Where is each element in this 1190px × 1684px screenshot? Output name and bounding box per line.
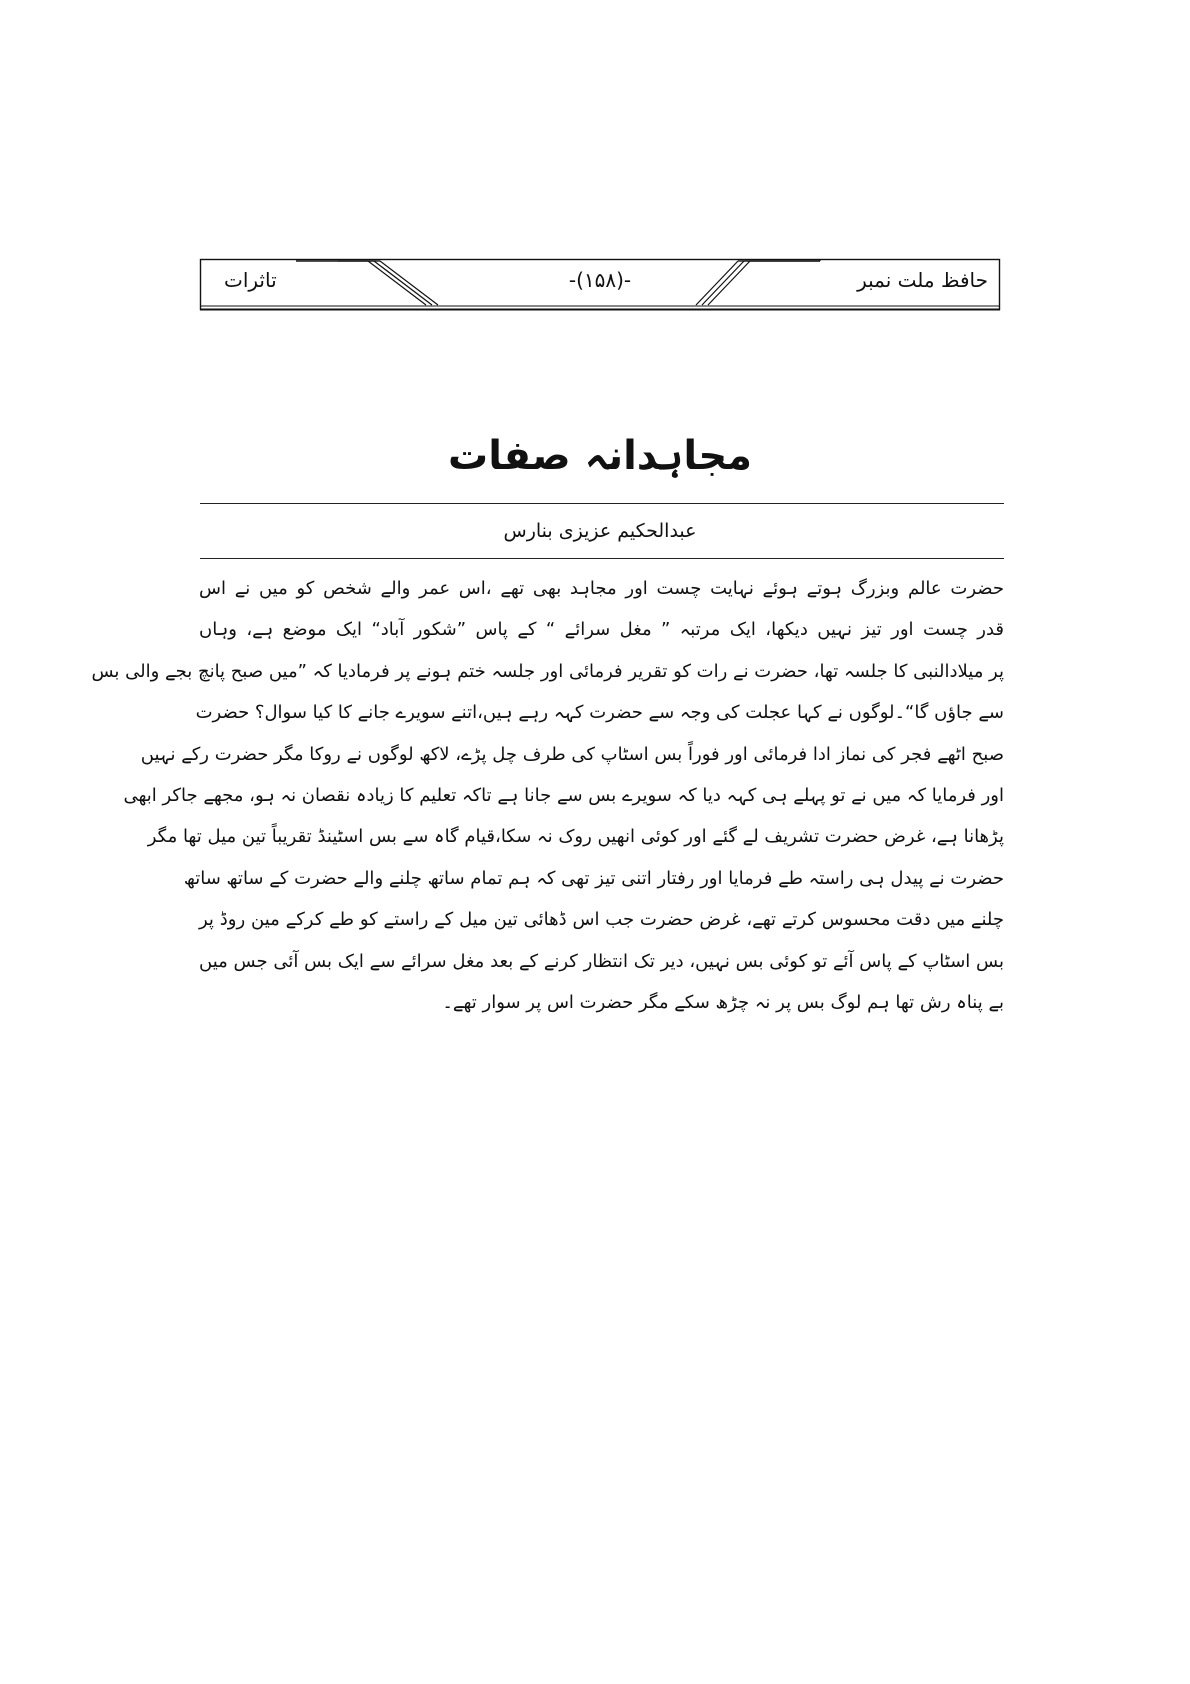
article-title: مجاہدانہ صفات	[448, 433, 752, 479]
body-line: پڑھانا ہے، غرض حضرت تشریف لے گئے اور کوئی انھیں روک نہ سکا،قیام گاہ سے بس اسٹینڈ تقریباً تین میل تھا مگر	[147, 826, 1004, 848]
body-line: اور فرمایا کہ میں نے تو پہلے ہی کہہ دیا کہ سویرے بس سے جانا ہے تاکہ تعلیم کا زیادہ نقصان نہ ہو، مجھے جاکر ابھی	[123, 784, 1004, 806]
body-line: حضرت نے پیدل ہی راستہ طے فرمایا اور رفتار اتنی تیز تھی کہ ہم تمام ساتھ چلنے والے حضرت کے ساتھ ساتھ	[183, 867, 1004, 889]
title-divider-top	[200, 503, 1004, 504]
body-line: چلنے میں دقت محسوس کرتے تھے، غرض حضرت جب اس ڈھائی تین میل کے راستے کو طے کرکے مین روڈ پر	[199, 909, 1004, 931]
title-divider-bottom	[200, 558, 1004, 559]
running-header	[200, 259, 1000, 311]
body-line: بس اسٹاپ کے پاس آئے تو کوئی بس نہیں، دیر تک انتظار کرنے کے بعد مغل سرائے سے ایک بس آئی جس میں	[199, 950, 1004, 972]
body-line: سے جاؤں گا“۔لوگوں نے کہا عجلت کی وجہ سے حضرت کہہ رہے ہیں،اتنے سویرے جانے کا کیا سوال؟ حضرت	[195, 702, 1004, 724]
article-body	[91, 568, 1004, 1023]
body-line: بے پناہ رش تھا ہم لوگ بس پر نہ چڑھ سکے مگر حضرت اس پر سوار تھے۔	[442, 991, 1004, 1013]
author-name: عبدالحکیم عزیزی بنارس	[503, 520, 697, 542]
header-book-title: حافظ ملت نمبر	[857, 268, 988, 292]
body-line: قدر چست اور تیز نہیں دیکھا، ایک مرتبہ ” مغل سرائے “ کے پاس ”شکور آباد“ ایک موضع ہے، وہاں	[199, 619, 1004, 641]
body-line: حضرت عالم وبزرگ ہوتے ہوئے نہایت چست اور مجاہد بھی تھے ،اس عمر والے شخص کو میں نے اس	[199, 578, 1004, 599]
body-line: صبح اٹھے فجر کی نماز ادا فرمائی اور فوراً بس اسٹاپ کی طرف چل پڑے، لاکھ لوگوں نے روکا مگر حضرت رکے نہیں	[140, 743, 1004, 765]
header-section-name: تاثرات	[224, 268, 277, 292]
body-line: پر میلادالنبی کا جلسہ تھا، حضرت نے رات کو تقریر فرمائی اور جلسہ ختم ہونے پر فرمادیا کہ ”میں صبح پانچ بجے والی بس	[91, 660, 1004, 682]
header-page-number: -(۱۵۸)-	[568, 268, 632, 292]
